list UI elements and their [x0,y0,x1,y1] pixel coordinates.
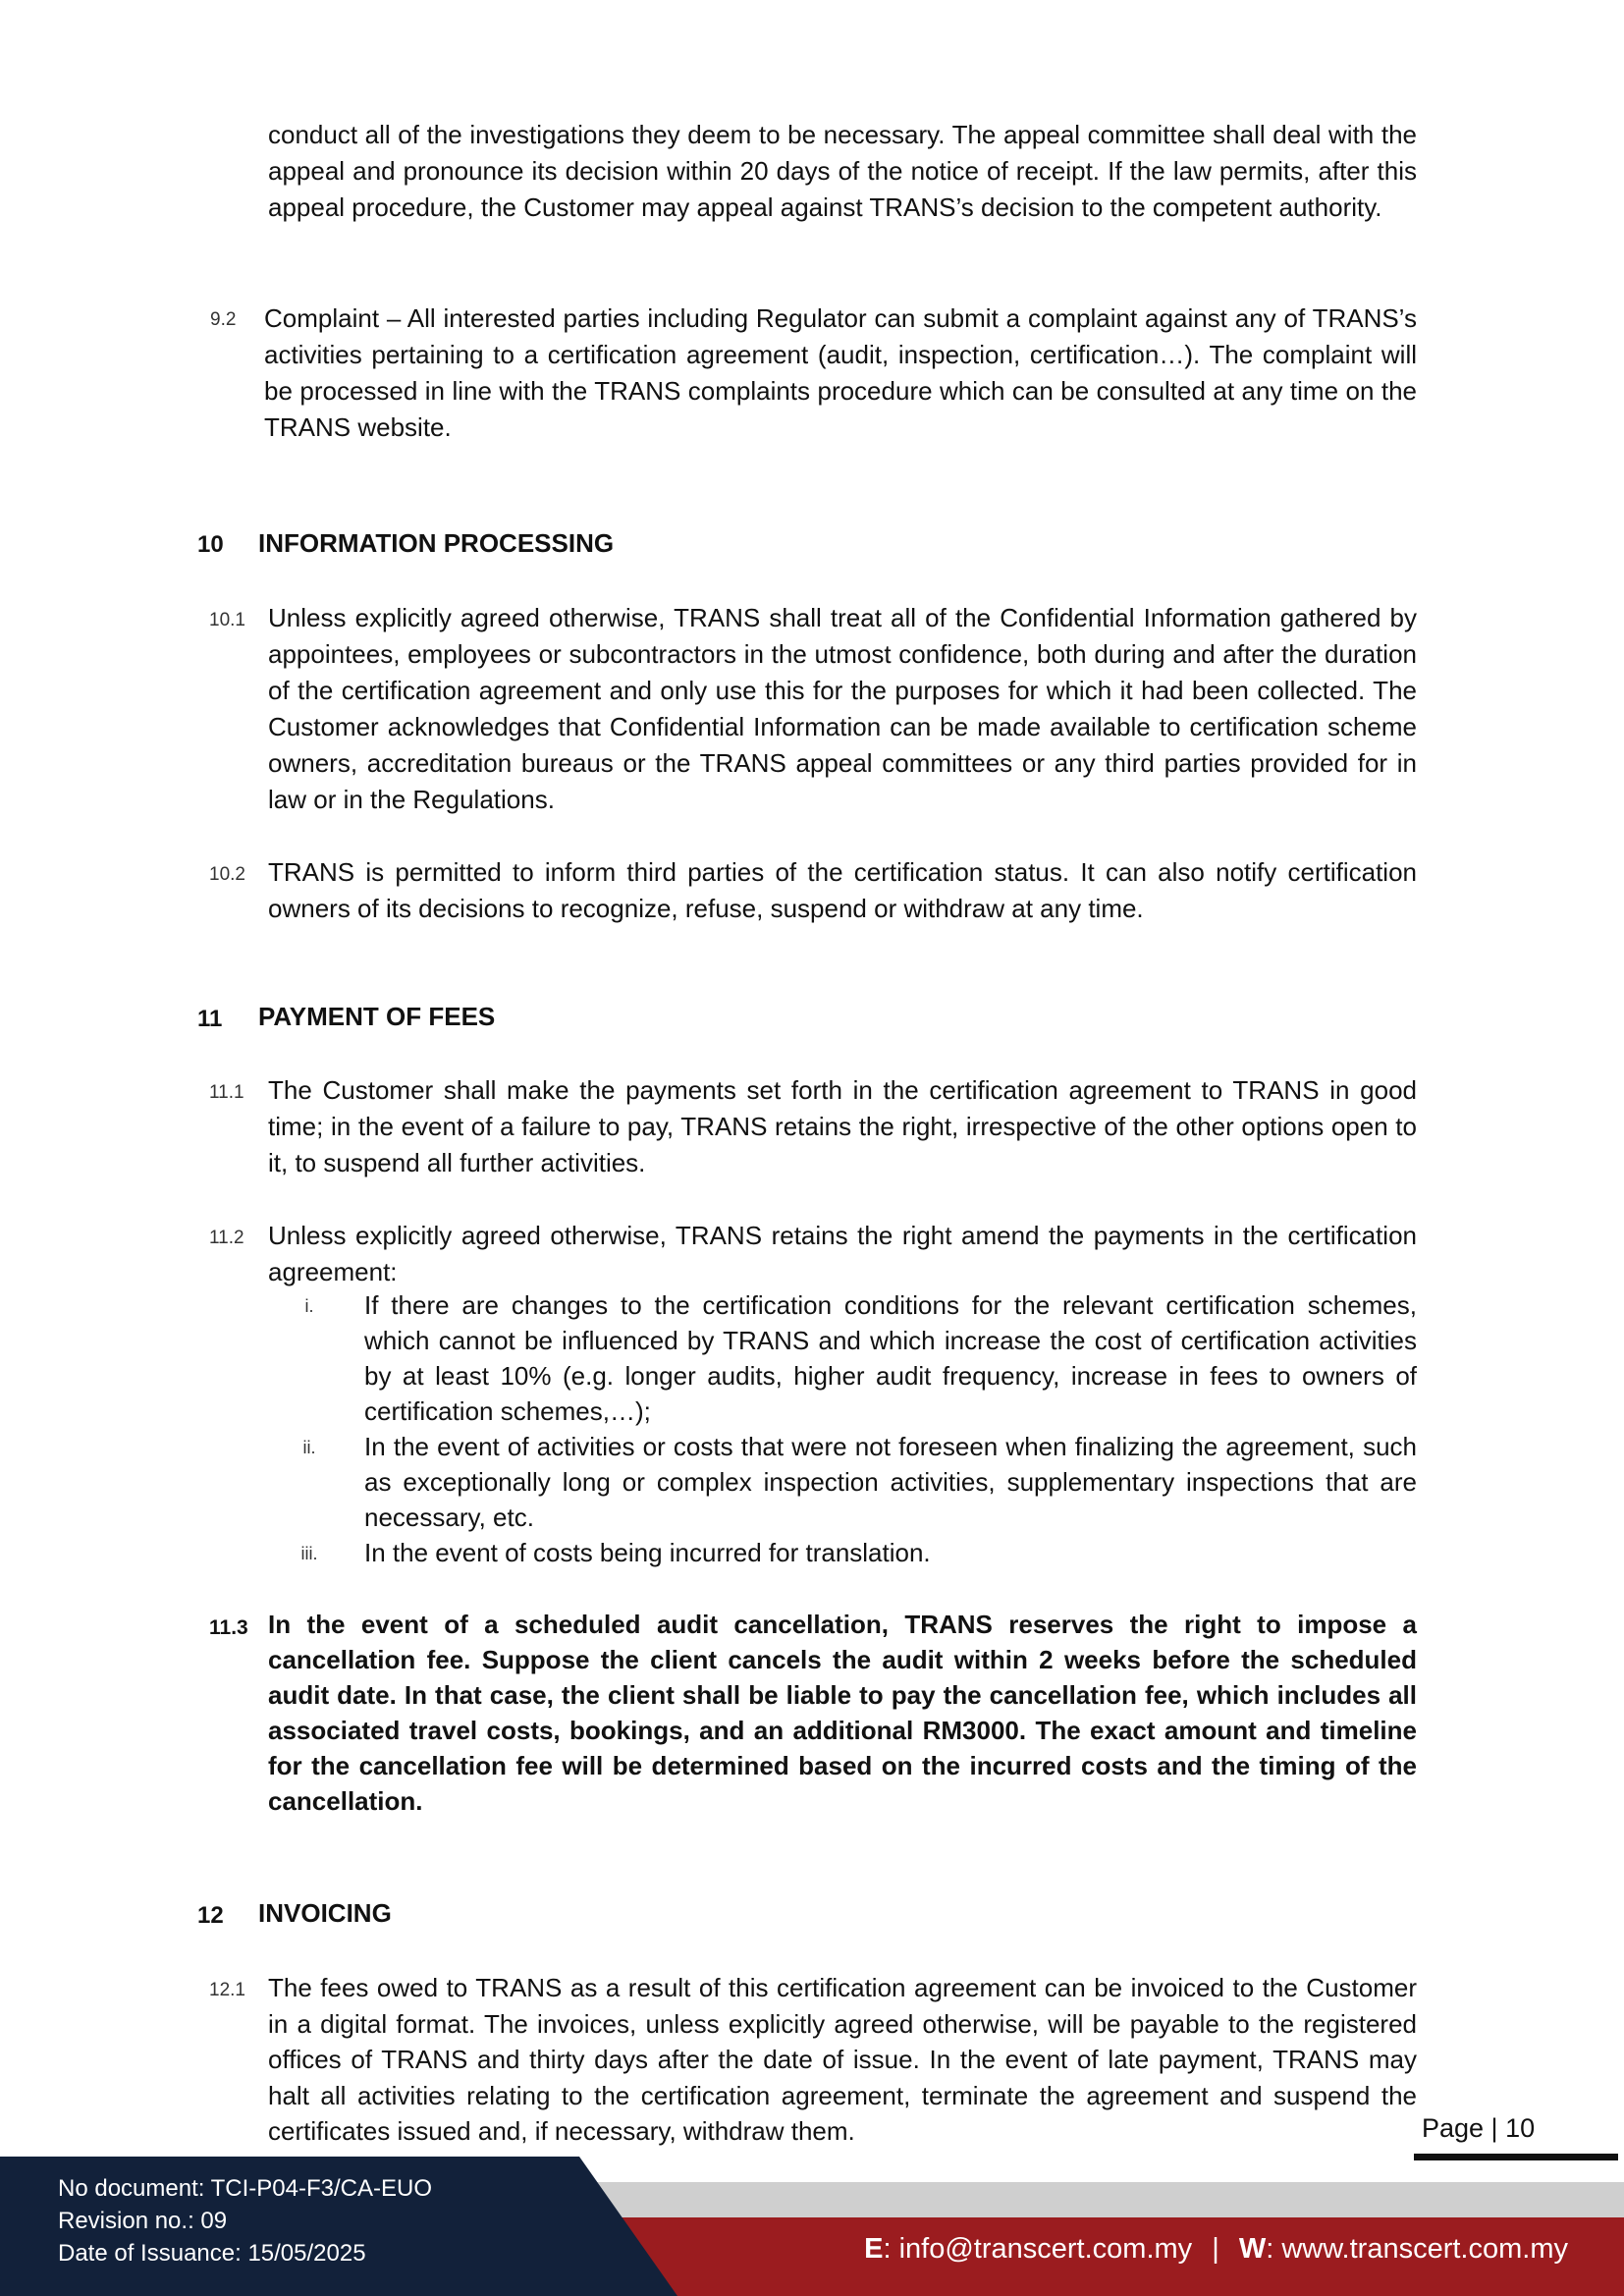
web-prefix: W [1238,2233,1267,2265]
paragraph-9-1-continued: conduct all of the investigations they deem to be necessary. The appeal committee shall deal with the appeal and pronounce its decision within 20 days of the notice of receipt. If the law permits, after this appeal procedure, the Customer may appeal against TRANS’s decision to the competent authority. [268,120,1417,222]
revision-number: Revision no.: 09 [58,2208,228,2234]
section-title-payment-of-fees: PAYMENT OF FEES [258,1002,496,1031]
section-title-information-processing: INFORMATION PROCESSING [258,528,615,558]
list-item: If there are changes to the certification conditions for the relevant certification schemes, which cannot be influenced by TRANS and which increase the cost of certification activities by at least 10% (e.g. longer audits, higher audit frequency, increase in fees to owners of certification schemes,…); [364,1290,1417,1426]
footer-gray-band [550,2182,1624,2217]
clause-number-11-1: 11.1 [209,1082,244,1103]
list-item: In the event of activities or costs that were not foreseen when finalizing the agreement, such as exceptionally long or complex inspection activities, supplementary inspections that are necessary, etc. [364,1432,1417,1532]
paragraph-11-3: In the event of a scheduled audit cancellation, TRANS reserves the right to impose a cancellation fee. Suppose the client cancels the audit within 2 weeks before the scheduled audit date. In that case, the client shall be liable to pay the cancellation fee, which includes all associated travel costs, bookings, and an additional RM3000. The exact amount and timeline for the cancellation fee will be determined based on the incurred costs and the timing of the cancellation. [268,1610,1417,1816]
document-info [58,2172,432,2269]
section-title-invoicing: INVOICING [258,1898,392,1928]
paragraph-11-2: Unless explicitly agreed otherwise, TRANS retains the right amend the payments in the certification agreement: [268,1221,1417,1286]
email-prefix: E [864,2233,884,2265]
list-item-number: iii. [300,1544,318,1563]
section-number-11: 11 [197,1006,223,1032]
paragraph-10-2: TRANS is permitted to inform third parties of the certification status. It can also notify certification owners of its decisions to recognize, refuse, suspend or withdraw at any time. [268,857,1417,923]
paragraph-10-1: Unless explicitly agreed otherwise, TRANS shall treat all of the Confidential Information gathered by appointees, employees or subcontractors in the utmost confidence, both during and after the duration of the certification agreement and only use this for the purposes for which it had been collected. The Customer acknowledges that Confidential Information can be made available to certification scheme owners, accreditation bureaus or the TRANS appeal committees or any third parties provided for in law or in the Regulations. [268,603,1417,814]
clause-number-11-3: 11.3 [209,1616,248,1639]
paragraph-11-1: The Customer shall make the payments set forth in the certification agreement to TRANS in good time; in the event of a failure to pay, TRANS retains the right, irrespective of the other options open to it, to suspend all further activities. [268,1075,1417,1177]
list-item: In the event of costs being incurred for translation. [364,1538,931,1567]
clause-number-12-1: 12.1 [209,1980,245,2000]
contact-separator: | [1212,2233,1219,2265]
list-item-number: i. [304,1296,314,1316]
section-number-10: 10 [197,531,224,558]
paragraph-12-1: The fees owed to TRANS as a result of this certification agreement can be invoiced to the Customer in a digital format. The invoices, unless explicitly agreed otherwise, will be payable to the registered offices of TRANS and thirty days after the date of issue. In the event of late payment, TRANS may halt all activities relating to the certification agreement, terminate the agreement and suspend the certificates issued and, if necessary, withdraw them. [268,1973,1417,2146]
clause-number-10-1: 10.1 [209,610,245,630]
page-number: Page | 10 [1422,2113,1536,2143]
footer [0,2157,1624,2296]
paragraph-9-2: Complaint – All interested parties including Regulator can submit a complaint against any of TRANS’s activities pertaining to a certification agreement (audit, inspection, certification…). The complaint will be processed in line with the TRANS complaints procedure which can be consulted at any time on the TRANS website. [264,303,1417,442]
clause-number-11-2: 11.2 [209,1228,244,1248]
email-address[interactable]: : info@transcert.com.my [883,2233,1193,2265]
clause-number-9-2: 9.2 [210,309,237,330]
list-item-number: ii. [302,1438,316,1457]
clause-number-10-2: 10.2 [209,864,245,885]
issuance-date: Date of Issuance: 15/05/2025 [58,2240,366,2267]
section-number-12: 12 [197,1902,224,1929]
website-link[interactable]: : www.transcert.com.my [1266,2233,1568,2265]
document-number: No document: TCI-P04-F3/CA-EUO [58,2175,433,2202]
contact-info [864,2233,1568,2266]
